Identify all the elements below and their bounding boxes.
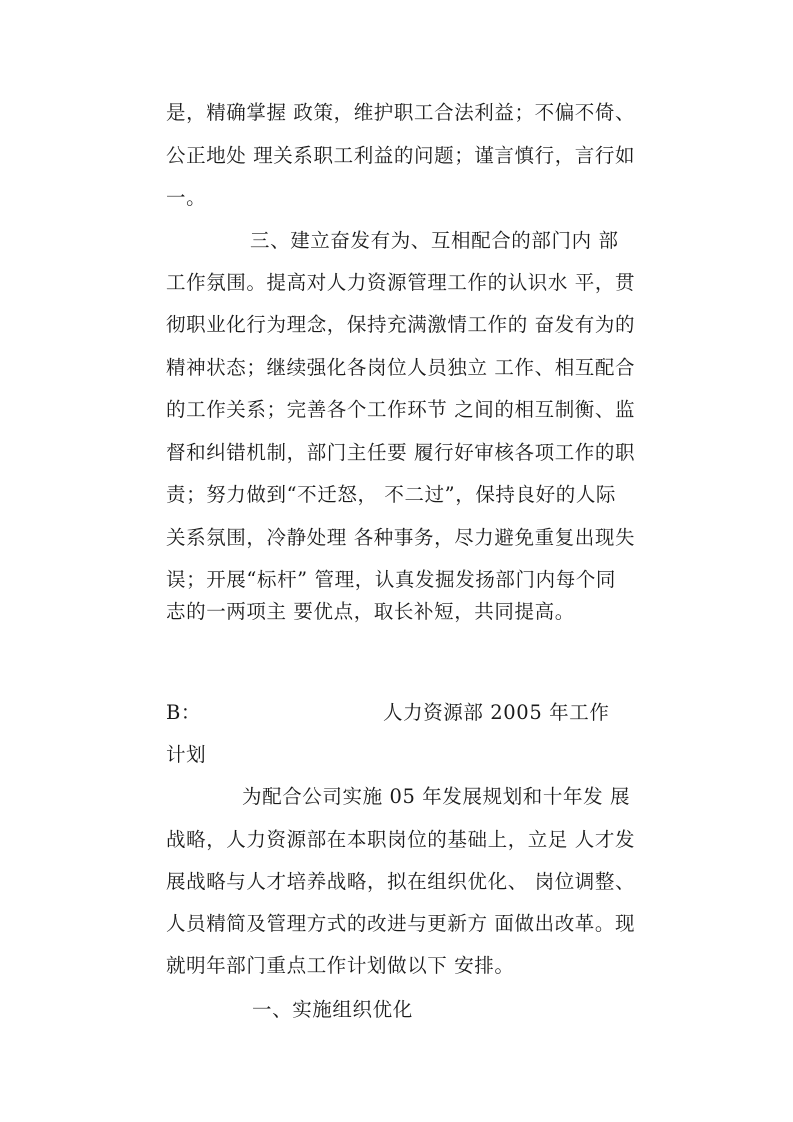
paragraph-line: 为配合公司实施 05 年发展规划和十年发 展 bbox=[242, 785, 631, 808]
paragraph-line: 是，精确掌握 政策，维护职工合法利益；不偏不倚、 bbox=[166, 101, 636, 124]
paragraph-line: 精神状态；继续强化各岗位人员独立 工作、相互配合 bbox=[166, 356, 636, 379]
section-title-continued: 计划 bbox=[166, 743, 207, 766]
section-label-b: B： bbox=[166, 701, 202, 724]
paragraph-line: 督和纠错机制，部门主任要 履行好审核各项工作的职 bbox=[166, 441, 636, 464]
paragraph-line: 的工作关系；完善各个工作环节 之间的相互制衡、监 bbox=[166, 398, 636, 421]
paragraph-line: 彻职业化行为理念，保持充满激情工作的 奋发有为的 bbox=[166, 313, 636, 336]
paragraph-line: 人员精简及管理方式的改进与更新方 面做出改革。现 bbox=[166, 912, 636, 935]
paragraph-line: 展战略与人才培养战略，拟在组织优化、 岗位调整、 bbox=[166, 870, 636, 893]
paragraph-line: 志的一两项主 要优点，取长补短，共同提高。 bbox=[166, 600, 575, 623]
paragraph-line: 战略，人力资源部在本职岗位的基础上，立足 人才发 bbox=[166, 828, 636, 851]
paragraph-line: 工作氛围。提高对人力资源管理工作的认识水 平，贯 bbox=[166, 271, 636, 294]
section-title: 人力资源部 2005 年工作 bbox=[383, 701, 610, 724]
paragraph-line: 关系氛围，冷静处理 各种事务，尽力避免重复出现失 bbox=[166, 526, 636, 549]
paragraph-line: 公正地处 理关系职工利益的问题；谨言慎行，言行如 bbox=[166, 144, 636, 167]
paragraph-line: 责；努力做到“不迁怒， 不二过”，保持良好的人际 bbox=[166, 483, 617, 506]
paragraph-line: 一。 bbox=[166, 186, 207, 209]
section-heading-three: 三、建立奋发有为、互相配合的部门内 部 bbox=[250, 229, 619, 252]
paragraph-line: 就明年部门重点工作计划做以下 安排。 bbox=[166, 954, 515, 977]
subsection-heading-one: 一、实施组织优化 bbox=[252, 998, 413, 1021]
paragraph-line: 误；开展“标杆” 管理，认真发掘发扬部门内每个同 bbox=[166, 568, 617, 591]
